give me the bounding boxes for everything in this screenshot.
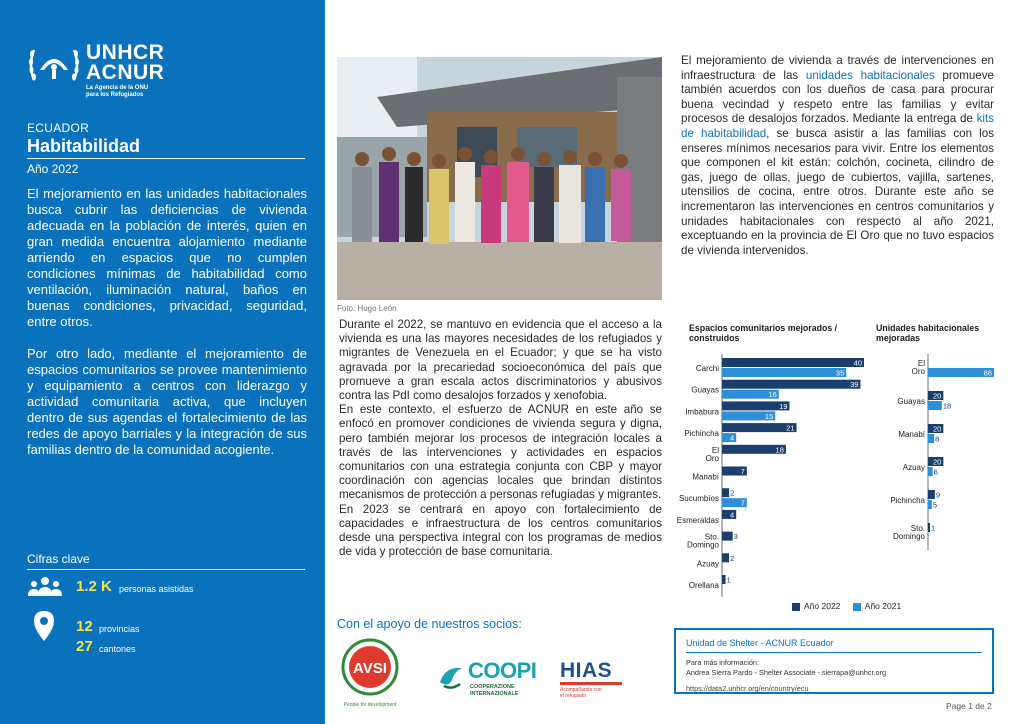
category-label-el-oro: El Oro [705,445,719,463]
kpi-personas-value: 1.2 K [76,578,112,595]
chart-unidades-habitacionales [872,350,996,550]
right-text [681,54,994,258]
value-label-esmeraldas-ano-2022: 4 [730,510,735,520]
category-label-azuay: Azuay [696,559,719,569]
avsi-tagline: People for development [343,702,397,708]
chart-espacios-comunitarios [660,350,870,600]
right-text-part-2: promueve también acuerdos con los dueños de casa para procurar buena vecindad y respeto entre las familias y evitar procesos de desalojos forzados. Mediante la entrega de [681,68,994,126]
kpi-cantones-value: 27 [76,638,93,655]
intro-paragraph-2: Por otro lado, mediante el mejoramiento de espacios comunitarios se provee mantenimiento y equipamiento a centros con liderazgo y actividad comunitaria activa, que incluyen dentro de sus agendas el fortalecimiento de las redes de apoyo barriales y la integración de sus familias dentro de la comunidad acogiente. [27,346,307,457]
category-label-imbabura: Imbabura [685,407,719,417]
value-label-manabi-ano-2021: 8 [935,434,940,444]
value-label-el-oro-ano-2022: 18 [775,445,784,455]
kpi-provincias-value: 12 [76,618,93,635]
kpi-provincias-label: provincias [99,624,140,634]
bar-carchi-ano-2022 [722,358,864,367]
category-label-el-oro: El Oro [911,359,925,376]
middle-paragraph-3: En 2023 se centrará en apoyo con fortalecimiento de capacidades e infraestructura de los centros comunitarios desde una perspectiva integral con los programas de medios de vida y protección de base comunitaria. [339,502,662,559]
hias-subtitle-2: el refugiado [560,693,587,699]
value-label-guayas-ano-2021: 18 [942,401,952,411]
bar-carchi-ano-2021 [722,368,846,377]
partners-title: Con el apoyo de nuestros socios: [337,617,522,631]
category-label-orellana: Orellana [688,581,719,590]
unhcr-logo [26,40,176,100]
sidebar [0,0,325,724]
legend-label-2022: Año 2022 [804,601,841,611]
value-label-carchi-ano-2022: 40 [853,358,862,368]
coopi-text: COOPI [468,658,537,683]
title-divider [27,158,305,159]
contact-title: Unidad de Shelter - ACNUR Ecuador [686,638,834,648]
value-label-sucumbios-ano-2021: 7 [740,498,745,508]
bar-pichincha-ano-2021 [928,500,932,509]
value-label-manabi-ano-2022: 20 [933,424,942,434]
bar-pichincha-ano-2022 [928,490,935,499]
category-label-sto-domingo: Sto. Domingo [686,532,719,550]
location-pin-icon [34,611,54,641]
value-label-orellana-ano-2022: 1 [726,575,731,585]
bar-sto-domingo-ano-2022 [722,532,733,541]
link-kits-habitabilidad[interactable]: kits de habitabilidad [681,112,994,140]
value-label-guayas-ano-2022: 39 [850,380,859,390]
right-text-part-3: , se busca asistir a las familias con los enseres mínimos necesarios para vivir. Entre los elementos que componen el kit están: colchón, cocineta, cilindro de gas, juego de ollas, juego de cubiertos, vajilla, sartenes, utensilios de cocina, entre otros. Durante este año se incrementaron las intervenciones en centros comunitarios y unidades habitacionales con respecto al año 2021, exceptuando en la provincia de El Oro que no tuvo espacios de vivienda intervenidos. [681,126,994,257]
category-label-pichincha: Pichincha [684,429,719,439]
chart1-title: Espacios comunitarios mejorados / construidos [689,323,838,343]
category-label-pichincha: Pichincha [890,496,925,505]
bar-azuay-ano-2021 [928,467,933,476]
hias-subtitle-1: Acompañando con [560,687,602,693]
kpi-cantones-label: cantones [99,644,136,654]
bar-sto-domingo-ano-2022 [928,523,930,532]
bar-orellana-ano-2022 [722,575,726,584]
bar-guayas-ano-2022 [722,380,860,389]
middle-text [339,318,662,559]
coopi-logo [438,658,537,700]
legend-swatch-2021 [853,603,861,611]
unhcr-emblem-icon [26,40,82,90]
group-photo [337,57,662,300]
hias-logo [560,660,630,700]
intro-text [27,186,307,474]
kpi-personas-label: personas asistidas [119,584,194,594]
chart2-title: Unidades habitacionales mejoradas [876,323,980,343]
legend-swatch-2022 [792,603,800,611]
bar-sucumbios-ano-2022 [722,488,729,497]
link-unidades-habitacionales[interactable]: unidades habitacionales [805,68,935,82]
bar-manabi-ano-2021 [928,434,934,443]
category-label-guayas: Guayas [691,385,719,395]
value-label-el-oro-ano-2021: 86 [983,368,992,378]
contact-email[interactable]: Andrea Sierra Pardo - Shelter Associate - sierrapa@unhcr.org [686,668,887,677]
hias-text: HIAS [560,659,613,682]
logo-subtitle-2: para los Refugiados [86,92,144,98]
value-label-sucumbios-ano-2022: 2 [730,488,735,498]
category-label-esmeraldas: Esmeraldas [676,515,719,525]
avsi-logo [339,638,401,708]
bar-guayas-ano-2021 [928,401,942,410]
category-label-carchi: Carchi [695,364,719,373]
value-label-pichincha-ano-2022: 9 [935,490,941,500]
chart-legend [792,601,901,611]
contact-box [674,628,994,694]
photo-credit: Foto: Hugo León [337,304,397,313]
category-label-manabi: Manabí [898,430,925,439]
value-label-pichincha-ano-2022: 21 [786,423,795,433]
value-label-guayas-ano-2022: 20 [933,391,942,401]
category-label-sucumbios: Sucumbíos [678,494,719,504]
contact-divider [686,652,982,653]
coopi-bird-icon [438,662,466,692]
value-label-manabi-ano-2022: 7 [740,467,745,476]
photo-illustration [337,57,662,300]
category-label-azuay: Azuay [902,463,925,472]
key-figures-divider [27,569,305,570]
value-label-sto-domingo-ano-2022: 1 [931,523,936,533]
page-title: Habitabilidad [27,136,141,156]
year-label: Año 2022 [27,162,79,176]
value-label-azuay-ano-2021: 6 [933,467,938,477]
category-label-sto-domingo: Sto. Domingo [892,524,925,541]
page-number: Page 1 de 2 [946,701,992,711]
category-label-guayas: Guayas [897,397,925,406]
value-label-pichincha-ano-2021: 4 [730,433,735,443]
contact-more-info: Para más información: [686,658,759,667]
bar-azuay-ano-2022 [722,553,729,562]
coopi-subtitle-1: COOPERAZIONE [470,684,515,690]
logo-acnur-text: ACNUR [86,61,165,84]
contact-url[interactable]: https://data2.unhcr.org/en/country/ecu [686,684,809,693]
logo-unhcr-text: UNHCR [86,41,165,64]
logo-subtitle: La Agencia de la ONU [86,85,149,91]
hias-rule [560,682,622,685]
category-label-manabi: Manabí [692,472,719,482]
value-label-azuay-ano-2022: 2 [730,553,735,563]
people-icon [28,576,62,598]
right-text-part-1: El mejoramiento de vivienda a través de intervenciones en infraestructura de las [681,54,994,82]
value-label-azuay-ano-2022: 20 [933,457,942,467]
middle-paragraph-1: Durante el 2022, se mantuvo en evidencia que el acceso a la vivienda es una las mayores necesidades de los refugiados y migrantes de Venezuela en el Ecuador; y que se ha visto agravada por la precariedad socioeconómica del país que promueve a gran escala actos discriminatorios y abusivos contra las PdI como desalojos forzados y xenofobia. [339,318,662,403]
middle-paragraph-2: En este contexto, el esfuerzo de ACNUR en este año se enfocó en promover condiciones de vivienda segura y digna, pero también mejorar los procesos de integración locales a través de las intervenciones y actividades en espacios comunitarios con una estrategia conjunta con CBP y mayor coordinación con agencias locales que brindan distintos mecanismos de protección a personas refugiadas y migrantes. [339,403,662,502]
value-label-carchi-ano-2021: 35 [835,368,845,378]
value-label-pichincha-ano-2021: 5 [932,500,938,510]
legend-label-2021: Año 2021 [864,601,902,611]
avsi-emblem-icon [339,638,401,696]
key-figures-title: Cifras clave [27,552,90,566]
value-label-imbabura-ano-2021: 15 [764,411,774,421]
intro-paragraph-1: El mejoramiento en las unidades habitacionales busca cubrir las deficiencias de vivienda adecuada en la población de interés, quien en gran medida encuentra alojamiento mediante arriendo en espacios que no cumplen condiciones mínimas de habitabilidad como ventilación, iluminación natural, baños en buenas condiciones, privacidad, seguridad, entre otros. [27,186,307,329]
value-label-guayas-ano-2021: 16 [768,390,777,400]
value-label-sto-domingo-ano-2022: 3 [733,532,738,542]
avsi-text: AVSI [353,660,387,677]
country-label: ECUADOR [27,121,90,135]
coopi-subtitle-2: INTERNAZIONALE [470,691,519,697]
value-label-imbabura-ano-2022: 19 [779,401,788,411]
